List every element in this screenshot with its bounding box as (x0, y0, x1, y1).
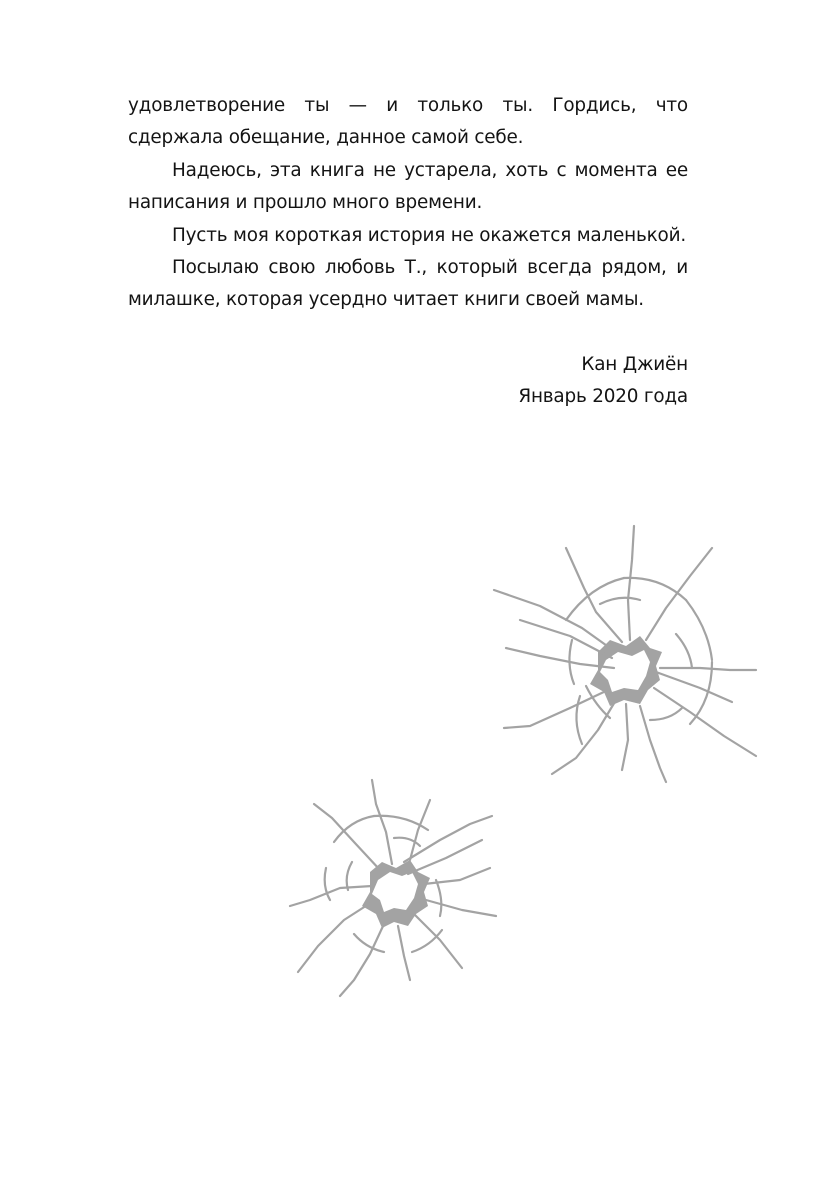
paragraph-2: Надеюсь, эта книга не устарела, хоть с момента ее написания и прошло много времени. (128, 159, 688, 214)
paragraph-1: удовлетворение ты — и только ты. Гордись, что сдержала обещание, данное самой себе. (128, 95, 688, 149)
signature-date: Январь 2020 года (518, 386, 688, 408)
paragraph-4: Посылаю свою любовь Т., который всегда рядом, и милашке, которая усердно читает книги своей мамы. (128, 257, 688, 311)
cracked-glass-icon (494, 526, 756, 782)
paragraph-3: Пусть моя короткая история не окажется маленькой. (172, 224, 686, 246)
cracked-glass-icon (290, 780, 496, 996)
signature-author: Кан Джиён (581, 353, 688, 375)
